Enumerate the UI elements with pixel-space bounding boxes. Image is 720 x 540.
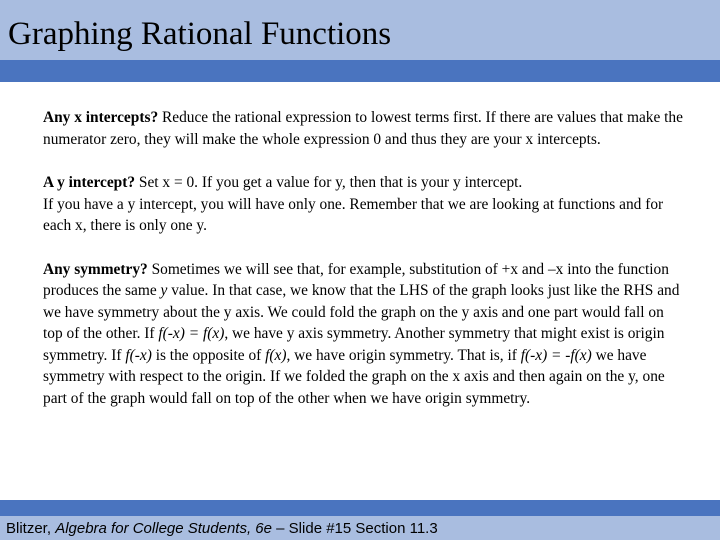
y-intercept-line-2: If you have a y intercept, you will have only one. Remember that we are looking at functions and for each x, there is only one y. (43, 195, 664, 234)
slide-title: Graphing Rational Functions (8, 16, 392, 52)
footer-slide-info: – Slide #15 Section 11.3 (272, 520, 438, 537)
symmetry-text-3: , we have y axis symmetry. Another symmetry that might exist is origin symmetry. If (43, 325, 665, 364)
x-intercepts-paragraph (43, 107, 683, 150)
symmetry-text-4: is the opposite of (151, 346, 266, 364)
symmetry-text-2: value. In that case, we know that the LHS of the graph looks just like the RHS and we have symmetry about the y axis. We could fold the graph on the y axis and one part would fall on top of the other. If (43, 282, 680, 342)
slide-body (43, 107, 683, 431)
symmetry-y-var: y (160, 282, 168, 299)
footer-book-title: Algebra for College Students, 6e (55, 520, 272, 537)
footer-author: Blitzer, (6, 520, 56, 537)
footer-accent-rule (0, 500, 720, 516)
f-of-neg-x: f(-x) (125, 346, 152, 364)
symmetry-paragraph (43, 259, 683, 410)
symmetry-text-6: we have symmetry with respect to the origin. If we folded the graph on the x axis and then again on the y, one part of the graph would fall on top of the other when we have origin symmetry. (43, 346, 665, 407)
origin-symmetry-equation: f(-x) = -f(x) (520, 346, 592, 364)
footer-citation (6, 519, 438, 539)
y-intercept-line-1 (43, 172, 683, 194)
y-axis-symmetry-equation: f(-x) = f(x) (158, 325, 225, 342)
title-accent-rule (0, 60, 720, 82)
symmetry-text-5: , we have origin symmetry. That is, if (286, 346, 521, 364)
y-intercept-heading: A y intercept? (43, 174, 136, 191)
symmetry-heading: Any symmetry? (43, 260, 148, 278)
y-intercept-paragraph (43, 172, 683, 237)
symmetry-text-1: Sometimes we will see that, for example, substitution of +x and –x into the function produces the same (43, 260, 669, 299)
x-intercepts-text (43, 107, 683, 150)
x-intercepts-heading: Any x intercepts? (43, 109, 159, 126)
x-intercepts-body: Reduce the rational expression to lowest terms first. If there are values that make the numerator zero, they will make the whole expression 0 and thus they are your x intercepts. (43, 109, 683, 148)
y-intercept-body-1: Set x = 0. If you get a value for y, then that is your y intercept. (135, 174, 523, 191)
f-of-x: f(x) (265, 346, 287, 364)
symmetry-text (43, 259, 683, 410)
